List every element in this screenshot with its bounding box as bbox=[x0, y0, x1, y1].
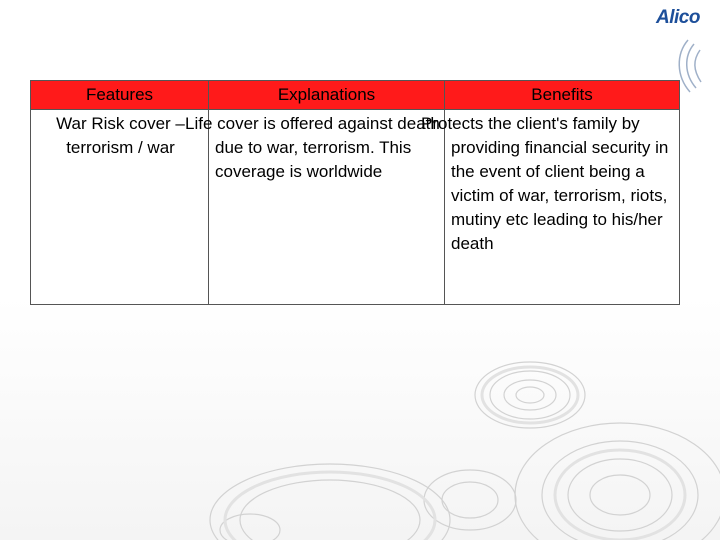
table-row bbox=[31, 110, 680, 305]
header-benefits: Benefits bbox=[445, 81, 680, 110]
header-explanations: Explanations bbox=[209, 81, 445, 110]
features-table bbox=[30, 80, 680, 305]
header-features: Features bbox=[31, 81, 209, 110]
logo-text: Alico bbox=[656, 7, 700, 28]
benefit-cell: Protects the client's family by providing financial security in the event of client being a victim of war, terrorism, riots, mutiny etc leading to his/her death bbox=[445, 110, 680, 305]
table-header-row bbox=[31, 81, 680, 110]
alico-logo bbox=[656, 7, 712, 29]
feature-cell: War Risk cover – terrorism / war bbox=[31, 110, 209, 305]
logo-swoosh-icon bbox=[674, 36, 714, 96]
explanation-cell: Life cover is offered against death due to war, terrorism. This coverage is worldwide bbox=[209, 110, 445, 305]
